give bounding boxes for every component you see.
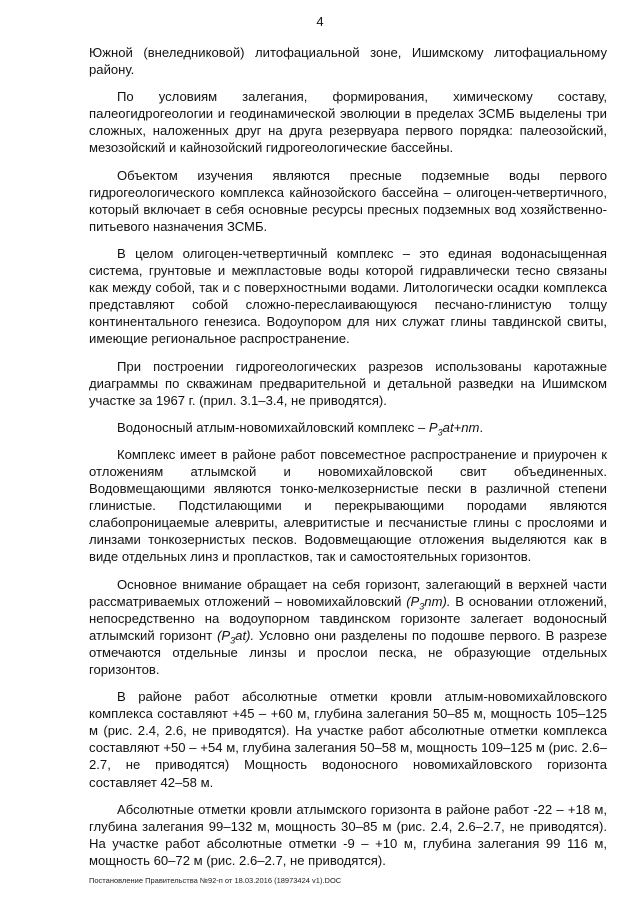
paragraph: Объектом изучения являются пресные подземные воды первого гидрогеологического комплекса кайнозойского бассейна – олигоцен-четвертичного, который включает в себя основные ресурсы пресных подземных вод хозяйственно-питьевого назначения ЗСМБ. (89, 167, 607, 234)
formula-symbol: P (428, 419, 438, 435)
paragraph (89, 576, 607, 679)
formula-index: at). (235, 627, 255, 643)
section-heading (89, 419, 607, 436)
paragraph: Абсолютные отметки кровли атлымского горизонта в районе работ -22 – +18 м, глубина залегания 99–132 м, мощность 30–85 м (рис. 2.4, 2.6–2.7, не приводятся). На участке работ абсолютные отметки -9 – +10 м, глубина залегания 99 116 м, мощность 60–72 м (рис. 2.6–2.7, не приводятся). (89, 801, 607, 868)
paragraph: Южной (внеледниковой) литофациальной зоне, Ишимскому литофациальному району. (89, 45, 607, 78)
text-segment: Условно они разделены по подошве первого. В разрезе отмечаются отдельные линзы и прослои песка, не образующие отдельных горизонтов. (89, 627, 607, 677)
paragraph: При построении гидрогеологических разрезов использованы каротажные диаграммы по скважинам предварительной и детальной разведки на Ишимском участке за 1967 г. (прил. 3.1–3.4, не приводятся). (89, 358, 607, 408)
formula-subscript: 3 (437, 427, 443, 438)
text-segment: Основное внимание обращает на себя горизонт, залегающий в верхней части рассматриваемых отложений – новомихайловский (89, 576, 607, 609)
formula-symbol: (P (217, 627, 231, 643)
text-segment: В основании отложений, непосредственно на водоупорном тавдинском горизонте залегает водоносный атлымский горизонт (89, 593, 607, 643)
formula-subscript: 3 (419, 601, 425, 612)
paragraph: В районе работ абсолютные отметки кровли атлым-новомихайловского комплекса составляют +45 – +60 м, глубина залегания 50–85 м, мощность 105–125 м (рис. 2.4, 2.6, не приводятся). На участке работ абсолютные отметки комплекса составляют +50 – +54 м, глубина залегания 50–58 м, мощность 109–125 м (рис. 2.6–2.7, не приводятся) Мощность водоносного новомихайловского горизонта составляет 42–58 м. (89, 689, 607, 790)
heading-lead: Водоносный атлым-новомихайловский комплекс – (117, 419, 429, 435)
page-number: 4 (316, 14, 324, 29)
paragraph: По условиям залегания, формирования, химическому составу, палеогидрогеологии и геодинамической эволюции в пределах ЗСМБ выделены три сложных, наложенных друг на друга резервуара первого порядка: палеозойский, мезозойский и кайнозойский гидрогеологические бассейны. (89, 89, 607, 156)
paragraph: Комплекс имеет в районе работ повсеместное распространение и приурочен к отложениям атлымской и новомихайловской свит объединенных. Водовмещающими являются тонко-мелкозернистые пески в различной степени глинистые. Подстилающими и перекрывающими породами являются слабопроницаемые алевриты, алевритистые и песчанистые глины с прослоями и линзами тонкозернистых песков. Водовмещающие отложения выделяются как в виде отдельных линз и пропластков, так и самостоятельных горизонтов. (89, 446, 607, 565)
paragraph: В целом олигоцен-четвертичный комплекс – это единая водонасыщенная система, грунтовые и межпластовые воды которой гидравлически тесно связаны как между собой, так и с поверхностными водами. Литологически осадки комплекса представляют собой сложно-переслаивающуюся песчано-глинистую толщу континентального генезиса. Водоупором для них служат глины тавдинской свиты, имеющие региональное распространение. (89, 245, 607, 347)
formula-symbol: (P (406, 593, 420, 609)
heading-tail: . (479, 419, 484, 435)
formula-index: nm). (424, 593, 451, 609)
formula-subscript: 3 (230, 635, 236, 646)
document-footer: Постановление Правительства №92-п от 18.03.2016 (18973424 v1).DOC (89, 876, 342, 885)
formula-index: at+nm (442, 419, 480, 435)
document-body (89, 44, 607, 879)
